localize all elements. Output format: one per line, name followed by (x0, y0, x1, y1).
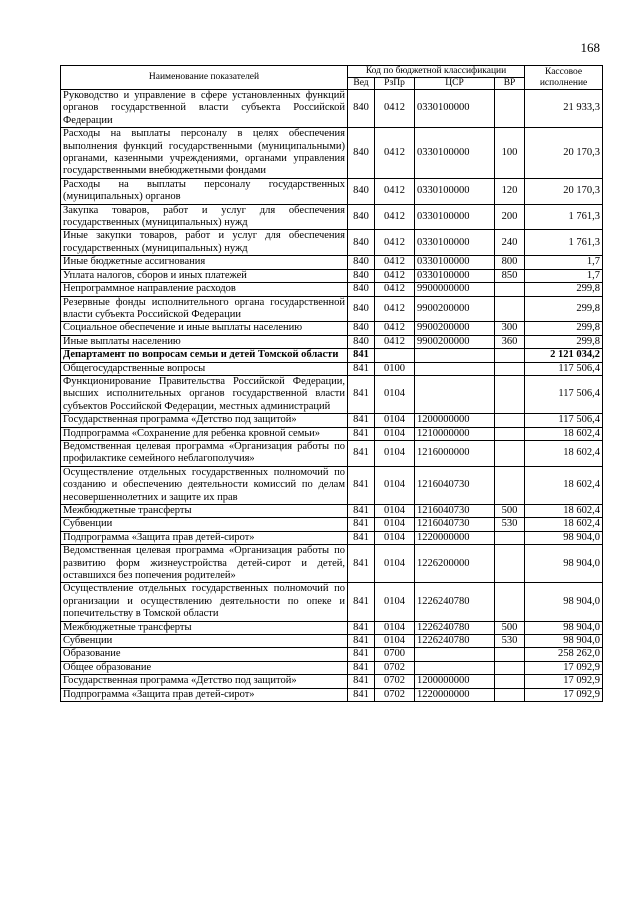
row-name: Уплата налогов, сборов и иных платежей (61, 269, 348, 282)
table-row (61, 230, 603, 256)
table-row (61, 505, 603, 518)
table-row (61, 256, 603, 269)
row-ved: 841 (348, 349, 375, 362)
row-rzpr: 0412 (375, 230, 415, 256)
row-vr (495, 466, 525, 504)
row-amount: 17 092,9 (525, 688, 603, 701)
row-name: Закупка товаров, работ и услуг для обеспечения государственных (муниципальных) нужд (61, 204, 348, 230)
row-name: Ведомственная целевая программа «Организация работы по профилактике семейного неблагополучия» (61, 440, 348, 466)
row-rzpr: 0702 (375, 661, 415, 674)
row-ved: 841 (348, 505, 375, 518)
row-csr: 1216040730 (415, 518, 495, 531)
table-row (61, 440, 603, 466)
row-vr (495, 296, 525, 322)
row-amount: 18 602,4 (525, 518, 603, 531)
row-rzpr (375, 349, 415, 362)
table-header-row (61, 66, 603, 78)
row-ved: 840 (348, 335, 375, 348)
row-ved: 841 (348, 635, 375, 648)
row-vr (495, 688, 525, 701)
table-row (61, 518, 603, 531)
row-csr: 1220000000 (415, 531, 495, 544)
row-vr: 850 (495, 269, 525, 282)
row-vr: 100 (495, 128, 525, 179)
row-rzpr: 0412 (375, 256, 415, 269)
row-amount: 117 506,4 (525, 362, 603, 375)
row-amount: 299,8 (525, 322, 603, 335)
row-name: Межбюджетные трансферты (61, 505, 348, 518)
row-name: Департамент по вопросам семьи и детей Томской области (61, 349, 348, 362)
row-amount: 258 262,0 (525, 648, 603, 661)
row-amount: 20 170,3 (525, 178, 603, 204)
row-vr (495, 675, 525, 688)
header-name: Наименование показателей (61, 66, 348, 90)
table-row (61, 583, 603, 621)
table-row (61, 269, 603, 282)
row-name: Осуществление отдельных государственных полномочий по созданию и обеспечению деятельности комиссий по делам несовершеннолетних и защите их прав (61, 466, 348, 504)
row-vr: 240 (495, 230, 525, 256)
row-csr: 0330100000 (415, 90, 495, 128)
row-rzpr: 0104 (375, 375, 415, 413)
row-amount: 117 506,4 (525, 414, 603, 427)
row-vr: 120 (495, 178, 525, 204)
row-name: Субвенции (61, 635, 348, 648)
row-ved: 840 (348, 204, 375, 230)
row-ved: 841 (348, 675, 375, 688)
row-vr (495, 414, 525, 427)
row-amount: 299,8 (525, 296, 603, 322)
table-row (61, 466, 603, 504)
row-ved: 840 (348, 256, 375, 269)
row-name: Подпрограмма «Защита прав детей-сирот» (61, 688, 348, 701)
row-amount: 1 761,3 (525, 204, 603, 230)
row-vr (495, 427, 525, 440)
row-csr: 0330100000 (415, 204, 495, 230)
header-csr: ЦСР (415, 78, 495, 90)
row-csr: 0330100000 (415, 128, 495, 179)
table-row (61, 335, 603, 348)
row-ved: 840 (348, 90, 375, 128)
row-vr (495, 349, 525, 362)
row-vr (495, 90, 525, 128)
row-vr (495, 661, 525, 674)
row-name: Иные бюджетные ассигнования (61, 256, 348, 269)
row-rzpr: 0104 (375, 518, 415, 531)
table-row (61, 375, 603, 413)
row-csr: 9900200000 (415, 296, 495, 322)
row-amount: 2 121 034,2 (525, 349, 603, 362)
row-csr (415, 349, 495, 362)
row-name: Субвенции (61, 518, 348, 531)
row-vr: 300 (495, 322, 525, 335)
row-name: Межбюджетные трансферты (61, 621, 348, 634)
row-amount: 1 761,3 (525, 230, 603, 256)
row-rzpr: 0100 (375, 362, 415, 375)
row-name: Резервные фонды исполнительного органа государственной власти субъекта Российской Федерации (61, 296, 348, 322)
row-amount: 98 904,0 (525, 583, 603, 621)
row-rzpr: 0702 (375, 688, 415, 701)
row-vr: 500 (495, 505, 525, 518)
row-amount: 18 602,4 (525, 466, 603, 504)
row-rzpr: 0104 (375, 414, 415, 427)
row-amount: 1,7 (525, 256, 603, 269)
row-ved: 841 (348, 545, 375, 583)
row-rzpr: 0104 (375, 545, 415, 583)
table-row (61, 648, 603, 661)
row-name: Расходы на выплаты персоналу в целях обеспечения выполнения функций государственными (муниципальными) органами, казенными учреждениями, органами управления государственными внебюджетными фондами (61, 128, 348, 179)
row-csr: 0330100000 (415, 178, 495, 204)
row-csr: 0330100000 (415, 269, 495, 282)
table-row (61, 362, 603, 375)
table-row (61, 283, 603, 296)
row-vr (495, 375, 525, 413)
header-rzpr: РзПр (375, 78, 415, 90)
row-rzpr: 0104 (375, 440, 415, 466)
table-row (61, 545, 603, 583)
row-ved: 841 (348, 466, 375, 504)
table-row (61, 621, 603, 634)
row-csr: 1226200000 (415, 545, 495, 583)
row-vr (495, 362, 525, 375)
row-csr: 1226240780 (415, 635, 495, 648)
header-vr: ВР (495, 78, 525, 90)
row-rzpr: 0104 (375, 583, 415, 621)
row-csr (415, 362, 495, 375)
row-vr: 530 (495, 635, 525, 648)
row-amount: 18 602,4 (525, 440, 603, 466)
row-csr: 1216040730 (415, 505, 495, 518)
row-vr: 530 (495, 518, 525, 531)
row-ved: 841 (348, 583, 375, 621)
row-amount: 18 602,4 (525, 427, 603, 440)
row-name: Ведомственная целевая программа «Организация работы по развитию форм жизнеустройства детей-сирот и детей, оставшихся без попечения родителей» (61, 545, 348, 583)
row-name: Функционирование Правительства Российской Федерации, высших исполнительных органов государственной власти субъектов Российской Федерации, местных администраций (61, 375, 348, 413)
row-name: Подпрограмма «Защита прав детей-сирот» (61, 531, 348, 544)
row-rzpr: 0412 (375, 204, 415, 230)
row-vr (495, 545, 525, 583)
row-csr (415, 648, 495, 661)
row-amount: 299,8 (525, 283, 603, 296)
row-csr: 0330100000 (415, 256, 495, 269)
row-vr (495, 583, 525, 621)
row-amount: 98 904,0 (525, 621, 603, 634)
row-ved: 841 (348, 362, 375, 375)
table-row (61, 531, 603, 544)
row-amount: 21 933,3 (525, 90, 603, 128)
header-code-group: Код по бюджетной классификации (348, 66, 525, 78)
table-row (61, 204, 603, 230)
row-vr: 800 (495, 256, 525, 269)
budget-execution-table (60, 65, 603, 702)
row-vr (495, 440, 525, 466)
row-csr: 1216040730 (415, 466, 495, 504)
row-ved: 841 (348, 414, 375, 427)
table-row (61, 296, 603, 322)
header-amount: Кассовое исполнение (525, 66, 603, 90)
row-ved: 840 (348, 128, 375, 179)
table-row (61, 661, 603, 674)
row-ved: 841 (348, 427, 375, 440)
row-csr: 1200000000 (415, 675, 495, 688)
row-ved: 841 (348, 648, 375, 661)
table-row (61, 688, 603, 701)
row-name: Социальное обеспечение и иные выплаты населению (61, 322, 348, 335)
row-name: Государственная программа «Детство под защитой» (61, 675, 348, 688)
row-amount: 20 170,3 (525, 128, 603, 179)
table-row (61, 635, 603, 648)
row-ved: 840 (348, 322, 375, 335)
table-row (61, 322, 603, 335)
row-rzpr: 0104 (375, 621, 415, 634)
row-amount: 98 904,0 (525, 545, 603, 583)
row-ved: 840 (348, 178, 375, 204)
row-rzpr: 0412 (375, 296, 415, 322)
row-ved: 841 (348, 375, 375, 413)
row-rzpr: 0702 (375, 675, 415, 688)
table-row (61, 349, 603, 362)
row-vr: 500 (495, 621, 525, 634)
table-row (61, 427, 603, 440)
row-amount: 1,7 (525, 269, 603, 282)
row-name: Иные закупки товаров, работ и услуг для обеспечения государственных (муниципальных) нужд (61, 230, 348, 256)
row-csr: 1226240780 (415, 583, 495, 621)
table-row (61, 90, 603, 128)
row-name: Непрограммное направление расходов (61, 283, 348, 296)
row-csr: 9900200000 (415, 322, 495, 335)
row-ved: 841 (348, 688, 375, 701)
row-rzpr: 0412 (375, 335, 415, 348)
row-rzpr: 0412 (375, 90, 415, 128)
row-vr (495, 283, 525, 296)
row-csr: 1216000000 (415, 440, 495, 466)
row-csr: 1200000000 (415, 414, 495, 427)
row-ved: 841 (348, 661, 375, 674)
row-ved: 840 (348, 296, 375, 322)
row-rzpr: 0412 (375, 269, 415, 282)
row-name: Осуществление отдельных государственных полномочий по организации и осуществлению деятельности по опеке и попечительству в Томской области (61, 583, 348, 621)
row-rzpr: 0104 (375, 427, 415, 440)
row-csr: 1220000000 (415, 688, 495, 701)
row-amount: 17 092,9 (525, 661, 603, 674)
row-rzpr: 0700 (375, 648, 415, 661)
row-ved: 840 (348, 283, 375, 296)
row-name: Образование (61, 648, 348, 661)
row-name: Общее образование (61, 661, 348, 674)
row-rzpr: 0412 (375, 178, 415, 204)
row-csr: 0330100000 (415, 230, 495, 256)
row-amount: 98 904,0 (525, 635, 603, 648)
row-rzpr: 0104 (375, 531, 415, 544)
row-ved: 840 (348, 269, 375, 282)
row-ved: 840 (348, 230, 375, 256)
row-rzpr: 0104 (375, 466, 415, 504)
row-vr: 200 (495, 204, 525, 230)
row-csr: 9900000000 (415, 283, 495, 296)
row-rzpr: 0104 (375, 505, 415, 518)
row-csr (415, 375, 495, 413)
table-row (61, 675, 603, 688)
row-amount: 117 506,4 (525, 375, 603, 413)
row-rzpr: 0104 (375, 635, 415, 648)
row-amount: 17 092,9 (525, 675, 603, 688)
row-rzpr: 0412 (375, 322, 415, 335)
row-name: Государственная программа «Детство под защитой» (61, 414, 348, 427)
row-name: Иные выплаты населению (61, 335, 348, 348)
row-csr (415, 661, 495, 674)
table-row (61, 128, 603, 179)
row-name: Руководство и управление в сфере установленных функций органов государственной власти субъекта Российской Федерации (61, 90, 348, 128)
row-ved: 841 (348, 440, 375, 466)
row-csr: 9900200000 (415, 335, 495, 348)
row-csr: 1226240780 (415, 621, 495, 634)
row-vr: 360 (495, 335, 525, 348)
row-vr (495, 648, 525, 661)
row-rzpr: 0412 (375, 283, 415, 296)
row-ved: 841 (348, 531, 375, 544)
row-ved: 841 (348, 518, 375, 531)
page-number: 168 (580, 40, 600, 55)
row-amount: 299,8 (525, 335, 603, 348)
row-name: Расходы на выплаты персоналу государственных (муниципальных) органов (61, 178, 348, 204)
row-csr: 1210000000 (415, 427, 495, 440)
row-amount: 18 602,4 (525, 505, 603, 518)
row-rzpr: 0412 (375, 128, 415, 179)
table-row (61, 178, 603, 204)
row-amount: 98 904,0 (525, 531, 603, 544)
row-vr (495, 531, 525, 544)
table-row (61, 414, 603, 427)
row-name: Общегосударственные вопросы (61, 362, 348, 375)
row-name: Подпрограмма «Сохранение для ребенка кровной семьи» (61, 427, 348, 440)
row-ved: 841 (348, 621, 375, 634)
header-ved: Вед (348, 78, 375, 90)
